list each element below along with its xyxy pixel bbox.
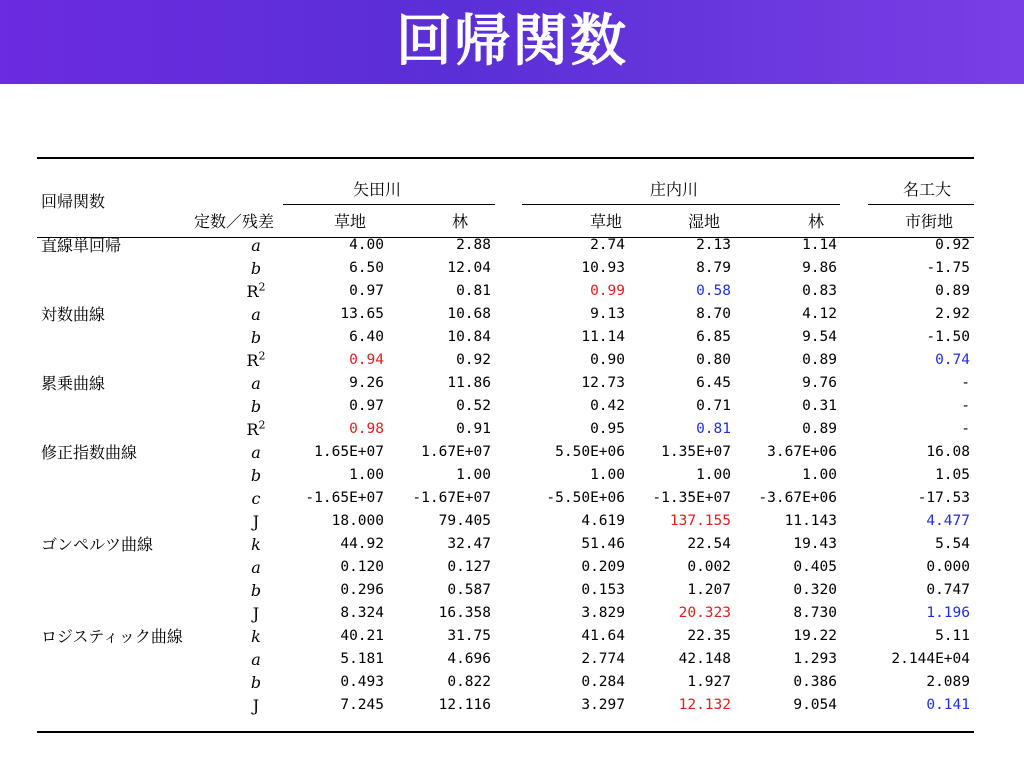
value-cell: -	[961, 398, 970, 414]
value-cell: 79.405	[438, 513, 491, 529]
value-cell: 0.81	[456, 283, 491, 299]
parameter-label	[242, 533, 270, 556]
value-cell: 1.14	[802, 237, 837, 253]
table-top-rule	[37, 157, 974, 159]
value-cell: 0.98	[349, 421, 384, 437]
parameter-symbol: a	[251, 558, 261, 577]
value-cell: 10.84	[447, 329, 491, 345]
value-cell: 6.40	[349, 329, 384, 345]
value-cell: 40.21	[340, 628, 384, 644]
value-cell: 1.35E+07	[661, 444, 731, 460]
parameter-label	[242, 602, 270, 625]
parameter-label	[242, 556, 270, 579]
value-cell: -17.53	[917, 490, 970, 506]
table-row	[0, 349, 1024, 372]
river-underline-shonaigawa	[522, 204, 840, 205]
value-cell: 5.54	[935, 536, 970, 552]
value-cell: 12.116	[438, 697, 491, 713]
river-name: 名工大	[903, 180, 952, 199]
value-cell: 0.89	[935, 283, 970, 299]
value-cell: 5.181	[340, 651, 384, 667]
value-cell: -1.35E+07	[652, 490, 731, 506]
value-cell: 31.75	[447, 628, 491, 644]
table-row	[0, 441, 1024, 464]
table-row	[0, 694, 1024, 717]
parameter-label	[242, 694, 270, 717]
parameter-symbol: b	[250, 397, 262, 416]
value-cell: 11.86	[447, 375, 491, 391]
value-cell: 0.58	[696, 283, 731, 299]
value-cell: 3.67E+06	[767, 444, 837, 460]
parameter-symbol: a	[251, 443, 261, 462]
value-cell: 0.120	[340, 559, 384, 575]
value-cell: 11.14	[581, 329, 625, 345]
table-row	[0, 234, 1024, 257]
table-row	[0, 671, 1024, 694]
value-cell: 0.99	[590, 283, 625, 299]
value-cell: 22.54	[687, 536, 731, 552]
value-cell: 0.209	[581, 559, 625, 575]
value-cell: 1.293	[793, 651, 837, 667]
value-cell: 0.95	[590, 421, 625, 437]
parameter-symbol: R	[246, 420, 259, 439]
table-row	[0, 533, 1024, 556]
value-cell: 2.089	[926, 674, 970, 690]
regression-type-label: ゴンペルツ曲線	[41, 535, 154, 554]
value-cell: 0.587	[447, 582, 491, 598]
parameter-symbol: b	[250, 673, 262, 692]
parameter-superscript: 2	[258, 349, 266, 363]
parameter-symbol: a	[251, 374, 261, 393]
table-row	[0, 303, 1024, 326]
value-cell: 20.323	[678, 605, 731, 621]
value-cell: 42.148	[678, 651, 731, 667]
table-row	[0, 464, 1024, 487]
value-cell: 0.91	[456, 421, 491, 437]
regression-type-label: 累乗曲線	[41, 374, 106, 393]
value-cell: 1.196	[926, 605, 970, 621]
table-row	[0, 625, 1024, 648]
value-cell: 0.822	[447, 674, 491, 690]
parameter-symbol: J	[252, 696, 260, 715]
parameter-superscript: 2	[258, 418, 266, 432]
parameter-label	[242, 234, 270, 257]
value-cell: 13.65	[340, 306, 384, 322]
column-header: 草地	[334, 212, 367, 231]
table-row	[0, 487, 1024, 510]
value-cell: 4.696	[447, 651, 491, 667]
value-cell: 9.13	[590, 306, 625, 322]
value-cell: 137.155	[669, 513, 731, 529]
value-cell: 2.13	[696, 237, 731, 253]
value-cell: 22.35	[687, 628, 731, 644]
value-cell: 2.88	[456, 237, 491, 253]
river-name: 矢田川	[353, 180, 402, 199]
parameter-symbol: a	[251, 650, 261, 669]
parameter-label	[242, 464, 270, 487]
parameter-symbol: b	[250, 466, 262, 485]
value-cell: 0.296	[340, 582, 384, 598]
value-cell: 1.00	[802, 467, 837, 483]
parameter-symbol: c	[251, 489, 261, 508]
table-row	[0, 556, 1024, 579]
value-cell: 5.11	[935, 628, 970, 644]
value-cell: 0.92	[935, 237, 970, 253]
table-row	[0, 372, 1024, 395]
river-name: 庄内川	[650, 180, 699, 199]
parameter-symbol: J	[252, 604, 260, 623]
regression-type-label: 対数曲線	[41, 305, 106, 324]
parameter-label	[242, 648, 270, 671]
parameter-label	[242, 395, 270, 418]
value-cell: 9.76	[802, 375, 837, 391]
value-cell: 12.73	[581, 375, 625, 391]
value-cell: 7.245	[340, 697, 384, 713]
value-cell: 4.12	[802, 306, 837, 322]
table-row	[0, 602, 1024, 625]
parameter-superscript: 2	[258, 280, 266, 294]
value-cell: 10.93	[581, 260, 625, 276]
parameter-label	[242, 372, 270, 395]
value-cell: 4.477	[926, 513, 970, 529]
value-cell: -1.50	[926, 329, 970, 345]
value-cell: 1.207	[687, 582, 731, 598]
parameter-label	[242, 487, 270, 510]
value-cell: 19.22	[793, 628, 837, 644]
value-cell: 0.97	[349, 398, 384, 414]
value-cell: -5.50E+06	[546, 490, 625, 506]
value-cell: 44.92	[340, 536, 384, 552]
table-row	[0, 257, 1024, 280]
value-cell: 41.64	[581, 628, 625, 644]
slide-title: 回帰関数	[396, 9, 628, 74]
value-cell: 1.00	[456, 467, 491, 483]
value-cell: 0.153	[581, 582, 625, 598]
value-cell: 4.00	[349, 237, 384, 253]
value-cell: 0.31	[802, 398, 837, 414]
table-row	[0, 280, 1024, 303]
value-cell: -	[961, 421, 970, 437]
value-cell: 1.05	[935, 467, 970, 483]
parameter-symbol: b	[250, 581, 262, 600]
table-bottom-rule	[37, 731, 974, 733]
value-cell: -3.67E+06	[758, 490, 837, 506]
parameter-label	[242, 280, 270, 303]
value-cell: 2.774	[581, 651, 625, 667]
value-cell: 10.68	[447, 306, 491, 322]
value-cell: 16.358	[438, 605, 491, 621]
river-underline-meikodai	[868, 204, 974, 205]
parameter-label	[242, 257, 270, 280]
value-cell: 0.89	[802, 352, 837, 368]
table-row	[0, 510, 1024, 533]
parameter-symbol: k	[251, 535, 261, 554]
value-cell: 19.43	[793, 536, 837, 552]
table-row	[0, 579, 1024, 602]
value-cell: 0.89	[802, 421, 837, 437]
value-cell: 0.000	[926, 559, 970, 575]
value-cell: 32.47	[447, 536, 491, 552]
value-cell: 0.405	[793, 559, 837, 575]
value-cell: 18.000	[331, 513, 384, 529]
value-cell: -	[961, 375, 970, 391]
value-cell: 0.493	[340, 674, 384, 690]
value-cell: 0.94	[349, 352, 384, 368]
value-cell: 0.284	[581, 674, 625, 690]
value-cell: 0.80	[696, 352, 731, 368]
value-cell: 4.619	[581, 513, 625, 529]
value-cell: 9.26	[349, 375, 384, 391]
table-row	[0, 648, 1024, 671]
parameter-label	[242, 441, 270, 464]
parameter-label	[242, 349, 270, 372]
value-cell: 0.386	[793, 674, 837, 690]
river-underline-yadagawa	[283, 204, 495, 205]
value-cell: 0.141	[926, 697, 970, 713]
value-cell: 1.927	[687, 674, 731, 690]
parameter-label	[242, 625, 270, 648]
value-cell: 0.83	[802, 283, 837, 299]
value-cell: -1.75	[926, 260, 970, 276]
value-cell: 0.52	[456, 398, 491, 414]
value-cell: 2.74	[590, 237, 625, 253]
parameter-symbol: R	[246, 351, 259, 370]
value-cell: 0.74	[935, 352, 970, 368]
value-cell: 1.00	[349, 467, 384, 483]
parameter-label	[242, 671, 270, 694]
value-cell: -1.67E+07	[412, 490, 491, 506]
value-cell: 0.127	[447, 559, 491, 575]
value-cell: 16.08	[926, 444, 970, 460]
parameter-symbol: b	[250, 259, 262, 278]
column-header: 林	[808, 212, 825, 231]
value-cell: 5.50E+06	[555, 444, 625, 460]
value-cell: 1.00	[590, 467, 625, 483]
table-row	[0, 326, 1024, 349]
regression-type-label: 修正指数曲線	[41, 443, 138, 462]
value-cell: 51.46	[581, 536, 625, 552]
value-cell: 9.54	[802, 329, 837, 345]
value-cell: 8.70	[696, 306, 731, 322]
parameter-symbol: R	[246, 282, 259, 301]
value-cell: 0.92	[456, 352, 491, 368]
value-cell: 1.67E+07	[421, 444, 491, 460]
value-cell: 1.00	[696, 467, 731, 483]
table-row	[0, 395, 1024, 418]
parameter-symbol: k	[251, 627, 261, 646]
value-cell: 8.730	[793, 605, 837, 621]
value-cell: 12.04	[447, 260, 491, 276]
value-cell: 0.97	[349, 283, 384, 299]
parameter-symbol: J	[252, 512, 260, 531]
value-cell: 1.65E+07	[314, 444, 384, 460]
parameter-label	[242, 326, 270, 349]
value-cell: 6.50	[349, 260, 384, 276]
parameter-label	[242, 303, 270, 326]
value-cell: 0.42	[590, 398, 625, 414]
column-header: 林	[452, 212, 469, 231]
value-cell: 6.45	[696, 375, 731, 391]
value-cell: -1.65E+07	[305, 490, 384, 506]
parameter-label	[242, 510, 270, 533]
column-header: 湿地	[688, 212, 721, 231]
value-cell: 2.144E+04	[891, 651, 970, 667]
value-cell: 11.143	[784, 513, 837, 529]
value-cell: 6.85	[696, 329, 731, 345]
column-header: 市街地	[905, 212, 954, 231]
value-cell: 9.86	[802, 260, 837, 276]
value-cell: 0.71	[696, 398, 731, 414]
column-header: 草地	[590, 212, 623, 231]
parameter-label	[242, 579, 270, 602]
parameter-symbol: a	[251, 305, 261, 324]
table-row	[0, 418, 1024, 441]
value-cell: 3.829	[581, 605, 625, 621]
value-cell: 0.002	[687, 559, 731, 575]
value-cell: 8.79	[696, 260, 731, 276]
value-cell: 12.132	[678, 697, 731, 713]
value-cell: 8.324	[340, 605, 384, 621]
value-cell: 0.90	[590, 352, 625, 368]
regression-type-label: ロジスティック曲線	[41, 627, 183, 646]
value-cell: 0.320	[793, 582, 837, 598]
parameter-symbol: a	[251, 236, 261, 255]
value-cell: 0.747	[926, 582, 970, 598]
value-cell: 0.81	[696, 421, 731, 437]
header-corner: 回帰関数	[41, 192, 106, 211]
value-cell: 9.054	[793, 697, 837, 713]
header-sub-corner: 定数／残差	[194, 212, 275, 231]
value-cell: 2.92	[935, 306, 970, 322]
parameter-label	[242, 418, 270, 441]
parameter-symbol: b	[250, 328, 262, 347]
value-cell: 3.297	[581, 697, 625, 713]
regression-type-label: 直線単回帰	[41, 236, 122, 255]
